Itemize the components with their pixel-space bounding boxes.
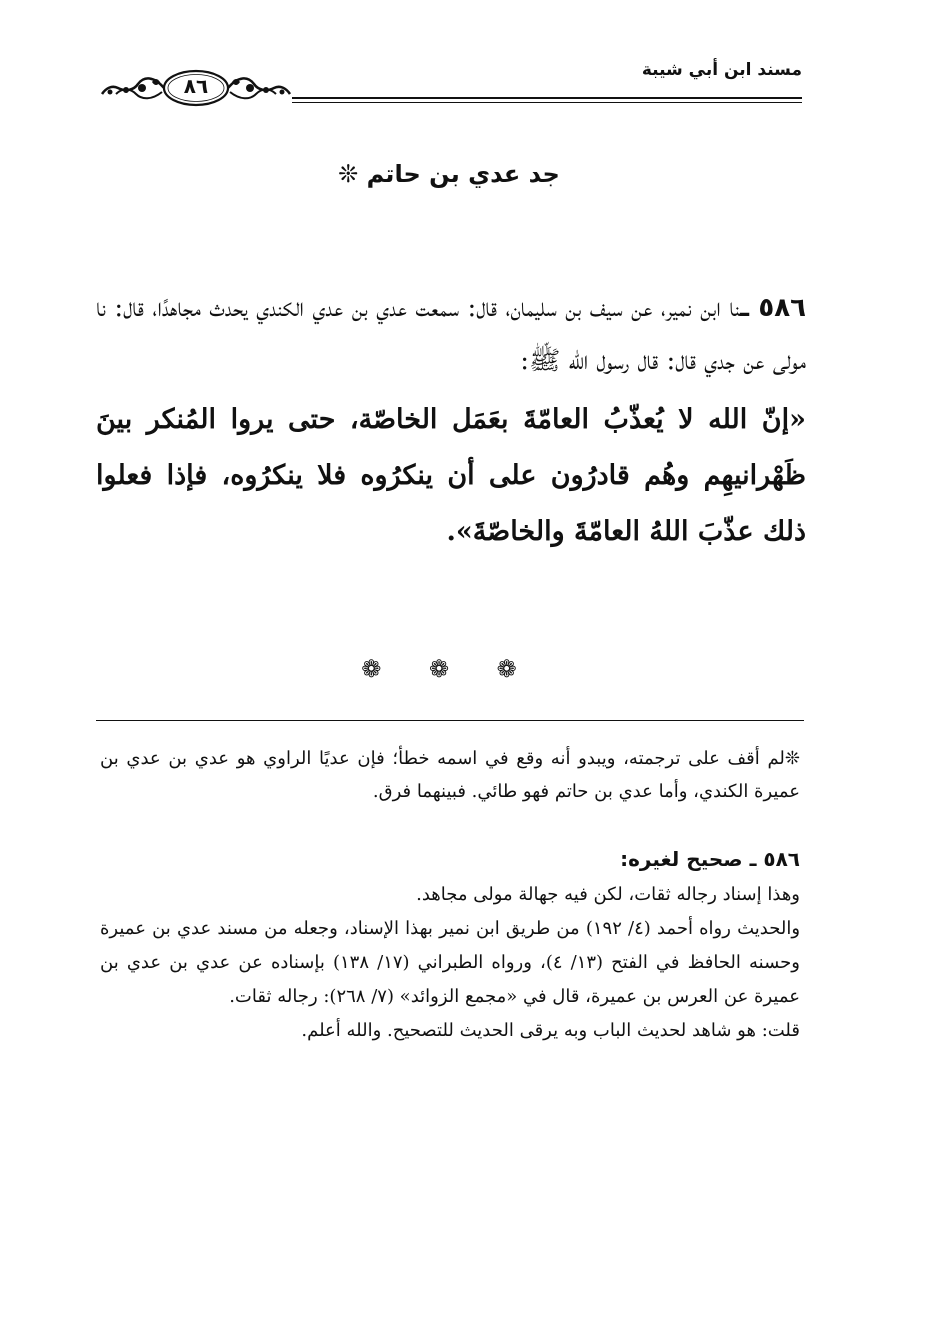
- header-rule-thin: [292, 102, 802, 103]
- page-number: ٨٦: [183, 74, 209, 98]
- isnad-text: نا ابن نمير، عن سيف بن سليمان، قال: سمعت عدي بن عدي الكندي يحدث مجاهدًا، قال: نا مولى عن جدي قال: قال رسول الله ﷺ:: [96, 293, 806, 376]
- footnote-rule: [96, 720, 804, 721]
- footnote: [100, 742, 800, 808]
- hadith-number: ٥٨٦ ـ: [740, 293, 806, 323]
- takhrij-section: [100, 840, 800, 1048]
- chapter-title: جد عدي بن حاتم ❊: [338, 160, 560, 188]
- footnote-text: ❊لم أقف على ترجمته، ويبدو أنه وقع في اسمه خطأ؛ فإن عديًا الراوي هو عدي بن عدي بن عميرة الكندي، وأما عدي بن حاتم فهو طائي. فبينهما فرق.: [100, 748, 800, 802]
- running-title: مسند ابن أبي شيبة: [641, 60, 802, 80]
- takhrij-line: وهذا إسناد رجاله ثقات، لكن فيه جهالة مولى مجاهد.: [416, 884, 800, 905]
- section-separator: ❁ ❁ ❁: [361, 655, 537, 683]
- takhrij-line: والحديث رواه أحمد (٤/ ١٩٢) من طريق ابن نمير بهذا الإسناد، وجعله من مسند عدي بن عميرة وحسنه الحافظ في الفتح (١٣/ ٤)، ورواه الطبراني (١٧/ ١٣٨) بإسناده عن عدي بن عدي بن عميرة عن العرس بن عميرة، قال في «مجمع الزوائد» (٧/ ٢٦٨): رجاله ثقات.: [100, 918, 801, 1007]
- takhrij-heading: ٥٨٦ ـ صحيح لغيره:: [620, 847, 800, 871]
- header-rule: [292, 97, 802, 99]
- page-header: [96, 52, 802, 116]
- isnad-paragraph: [96, 282, 806, 388]
- main-text: [96, 282, 806, 560]
- takhrij-line: قلت: هو شاهد لحديث الباب وبه يرقى الحديث للتصحيح. والله أعلم.: [301, 1020, 800, 1041]
- matn-text: «إنّ الله لا يُعذّبُ العامّةَ بعَمَل الخاصّة، حتى يروا المُنكر بينَ ظَهْرانيهِم وهُم قادرُون على أن ينكرُوه فلا ينكرُوه، فإذا فعلوا ذلك عذّبَ اللهُ العامّةَ والخاصّةَ».: [96, 404, 806, 547]
